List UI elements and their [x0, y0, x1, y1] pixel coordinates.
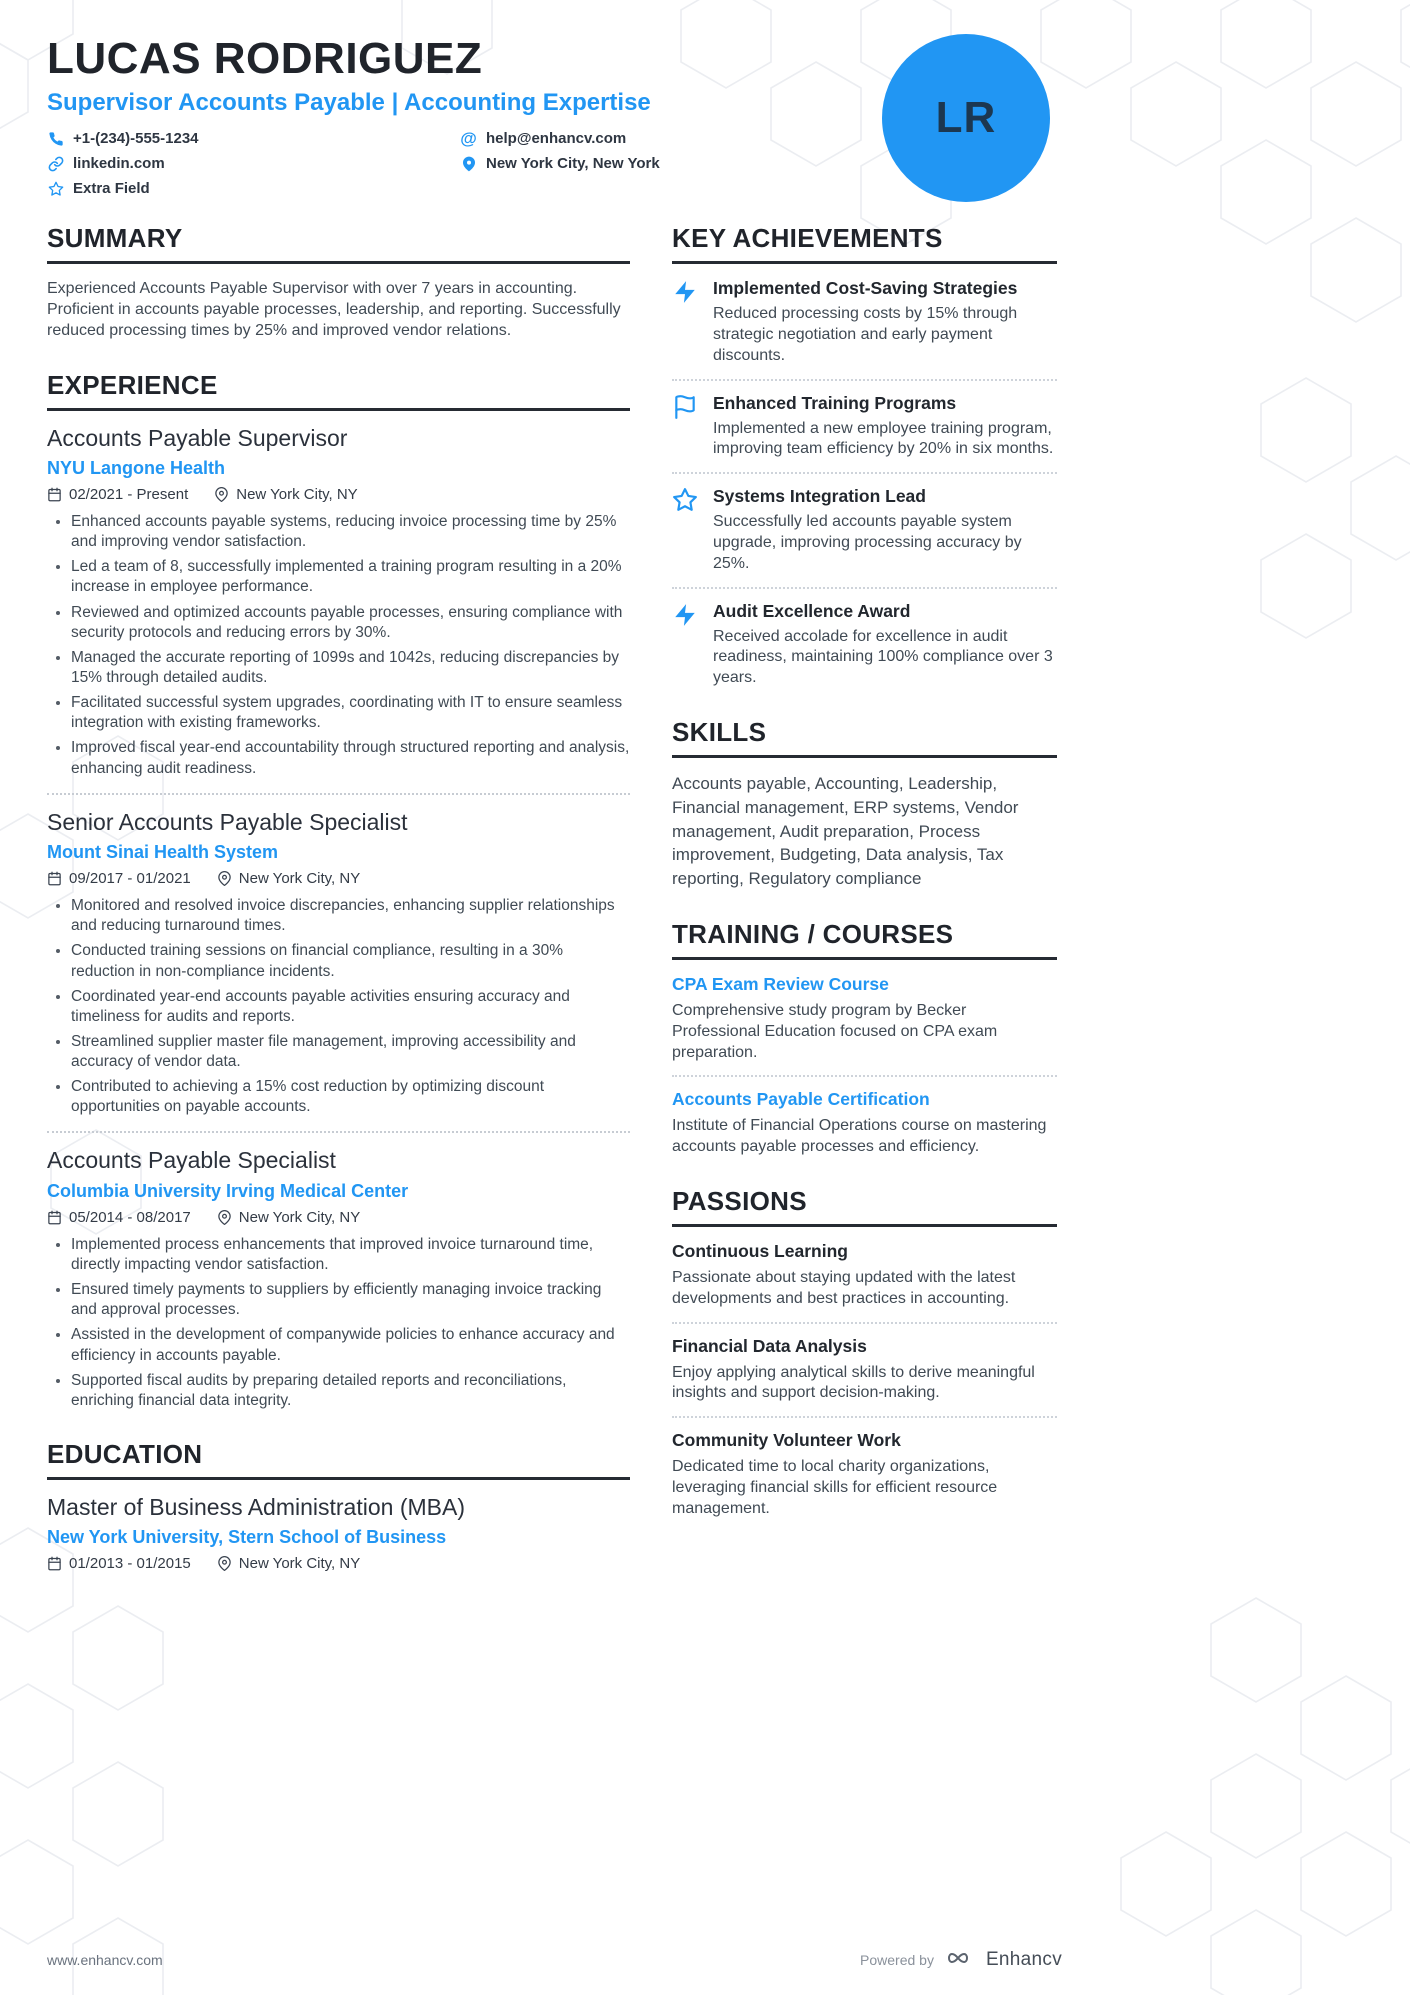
- achievement-title: Systems Integration Lead: [713, 486, 926, 507]
- passion-item: [672, 1336, 1057, 1405]
- calendar-icon: [47, 1210, 62, 1225]
- job-location-text: New York City, NY: [238, 870, 361, 888]
- achievement-text: Implemented a new employee training program, improving team efficiency by 20% in six months.: [713, 419, 1054, 458]
- experience-meta: [47, 486, 630, 503]
- achievement-item: [672, 278, 1057, 366]
- degree-title: Master of Business Administration (MBA): [47, 1494, 465, 1521]
- calendar-icon: [47, 871, 62, 886]
- course-title: Accounts Payable Certification: [672, 1089, 930, 1110]
- candidate-name: LUCAS RODRIGUEZ: [47, 34, 483, 83]
- job-bullet: • Managed the accurate reporting of 1099s and 1042s, reducing discrepancies by 15% through detailed audits.: [71, 648, 630, 688]
- location-icon: [217, 871, 232, 886]
- passions-section: [672, 1186, 1057, 1520]
- passion-text: Enjoy applying analytical skills to derive meaningful insights and support decision-making.: [672, 1363, 1035, 1402]
- powered-by: [860, 1946, 1062, 1973]
- job-bullet: • Streamlined supplier master file management, improving accessibility and accuracy of vendor data.: [71, 1032, 630, 1072]
- school-name: New York University, Stern School of Business: [47, 1527, 447, 1548]
- location-icon: [217, 1556, 232, 1571]
- date-range-text: 05/2014 - 08/2017: [69, 1208, 191, 1226]
- job-bullet: • Assisted in the development of companywide policies to enhance accuracy and efficiency in accounts payable.: [71, 1325, 630, 1365]
- job-bullets: [47, 1235, 630, 1411]
- achievement-item: [672, 601, 1057, 689]
- job-bullet: • Implemented process enhancements that improved invoice turnaround time, directly impacting vendor satisfaction.: [71, 1235, 630, 1275]
- achievement-title: Implemented Cost-Saving Strategies: [713, 278, 1018, 299]
- contact-phone: [47, 130, 460, 147]
- location-icon: [214, 487, 229, 502]
- contact-location-text: New York City, New York: [486, 155, 660, 173]
- experience-meta: [47, 870, 630, 887]
- job-bullet: • Facilitated successful system upgrades, coordinating with IT to ensure seamless integration with existing frameworks.: [71, 693, 630, 733]
- separator: [672, 1416, 1057, 1418]
- star-icon: [47, 180, 64, 197]
- date-range: [47, 486, 188, 503]
- course-item: [672, 1089, 1057, 1158]
- section-heading-passions: PASSIONS: [672, 1186, 1057, 1227]
- avatar-initials: LR: [935, 93, 997, 142]
- date-range: [47, 1555, 191, 1572]
- date-range-text: 02/2021 - Present: [69, 485, 189, 503]
- job-location-text: New York City, NY: [236, 485, 358, 503]
- key-achievements-section: [672, 223, 1057, 689]
- summary-section: [47, 223, 630, 341]
- contact-linkedin[interactable]: [47, 155, 460, 172]
- job-bullet: • Contributed to achieving a 15% cost reduction by optimizing discount opportunities on payable accounts.: [71, 1077, 630, 1117]
- section-heading-skills: SKILLS: [672, 717, 1057, 758]
- company-name: NYU Langone Health: [47, 457, 226, 478]
- summary-text: Experienced Accounts Payable Supervisor with over 7 years in accounting. Proficient in accounts payable processes, leadership, and reporting. Successfully reduced processing times by 25% and improved vendor relations.: [47, 280, 621, 340]
- job-bullet: • Led a team of 8, successfully implemented a training program resulting in a 20% increase in employee performance.: [71, 557, 630, 597]
- experience-meta: [47, 1209, 630, 1226]
- separator: [672, 1075, 1057, 1077]
- page-footer: [47, 1946, 1062, 1973]
- enhancv-logo-icon: [944, 1946, 976, 1973]
- achievement-item: [672, 486, 1057, 574]
- powered-by-label: Powered by: [860, 1951, 934, 1968]
- star-icon: [672, 486, 700, 574]
- education-section: [47, 1439, 630, 1572]
- flag-icon: [672, 393, 700, 461]
- job-bullet: • Ensured timely payments to suppliers by efficiently managing invoice tracking and approval processes.: [71, 1280, 630, 1320]
- separator: [47, 793, 630, 795]
- job-bullet: • Supported fiscal audits by preparing detailed reports and reconciliations, enriching financial data integrity.: [71, 1371, 630, 1411]
- skills-text: Accounts payable, Accounting, Leadership, Financial management, ERP systems, Vendor management, Audit preparation, Process improvement, Budgeting, Data analysis, Tax reporting, Regulatory compliance: [672, 773, 1019, 889]
- contact-list: [47, 130, 907, 197]
- passion-item: [672, 1430, 1057, 1519]
- location-icon: [460, 155, 477, 172]
- education-location: [217, 1555, 360, 1572]
- achievement-text: Reduced processing costs by 15% through strategic negotiation and early payment discounts.: [713, 305, 1018, 364]
- resume-header: [47, 36, 1410, 197]
- bolt-icon: [672, 278, 700, 366]
- contact-location: [460, 155, 907, 172]
- right-column: [672, 223, 1057, 1572]
- experience-job-title: Accounts Payable Specialist: [47, 1147, 336, 1174]
- course-text: Institute of Financial Operations course on mastering accounts payable processes and efficiency.: [672, 1117, 1047, 1156]
- bolt-icon: [672, 601, 700, 689]
- company-name: Mount Sinai Health System: [47, 842, 279, 863]
- passion-text: Passionate about staying updated with the latest developments and best practices in accounting.: [672, 1268, 1016, 1307]
- section-heading-summary: SUMMARY: [47, 223, 630, 264]
- section-heading-key-achievements: KEY ACHIEVEMENTS: [672, 223, 1057, 264]
- job-bullet: • Coordinated year-end accounts payable activities ensuring accuracy and timeliness for audits and reports.: [71, 987, 630, 1027]
- section-heading-education: EDUCATION: [47, 1439, 630, 1480]
- separator: [672, 587, 1057, 589]
- date-range: [47, 1209, 191, 1226]
- job-bullets: [47, 512, 630, 779]
- location-icon: [217, 1210, 232, 1225]
- training-section: [672, 919, 1057, 1158]
- course-title: CPA Exam Review Course: [672, 973, 889, 994]
- date-range-text: 01/2013 - 01/2015: [69, 1555, 191, 1573]
- link-icon: [47, 155, 64, 172]
- enhancv-brand[interactable]: Enhancv: [985, 1948, 1062, 1970]
- contact-phone-text: +1-(234)-555-1234: [73, 130, 199, 148]
- calendar-icon: [47, 1556, 62, 1571]
- job-location: [217, 870, 360, 887]
- experience-entry: [47, 425, 630, 779]
- achievement-item: [672, 393, 1057, 461]
- passion-title: Continuous Learning: [672, 1240, 848, 1261]
- passion-text: Dedicated time to local charity organizations, leveraging financial skills for efficient resource management.: [672, 1458, 998, 1517]
- passion-title: Community Volunteer Work: [672, 1430, 901, 1451]
- experience-entry: [47, 1147, 630, 1411]
- course-item: [672, 974, 1057, 1063]
- passion-item: [672, 1241, 1057, 1310]
- education-meta: [47, 1555, 630, 1572]
- contact-extra-field: [47, 180, 460, 197]
- section-heading-experience: EXPERIENCE: [47, 370, 630, 411]
- experience-job-title: Senior Accounts Payable Specialist: [47, 808, 408, 835]
- experience-entry: [47, 809, 630, 1118]
- achievement-title: Audit Excellence Award: [713, 600, 911, 621]
- phone-icon: [47, 130, 64, 147]
- site-url[interactable]: www.enhancv.com: [47, 1951, 163, 1968]
- job-location-text: New York City, NY: [238, 1208, 361, 1226]
- job-bullet: • Enhanced accounts payable systems, reducing invoice processing time by 25% and improving vendor satisfaction.: [71, 512, 630, 552]
- contact-email-text: help@enhancv.com: [486, 130, 627, 148]
- course-text: Comprehensive study program by Becker Professional Education focused on CPA exam preparation.: [672, 1001, 998, 1061]
- job-bullet: • Improved fiscal year-end accountability through structured reporting and analysis, enhancing audit readiness.: [71, 738, 630, 778]
- calendar-icon: [47, 487, 62, 502]
- contact-email[interactable]: [460, 130, 907, 147]
- job-bullet: • Conducted training sessions on financial compliance, resulting in a 30% reduction in non-compliance incidents.: [71, 941, 630, 981]
- achievement-title: Enhanced Training Programs: [713, 392, 957, 413]
- education-location-text: New York City, NY: [238, 1555, 361, 1573]
- job-bullets: [47, 896, 630, 1117]
- date-range-text: 09/2017 - 01/2021: [69, 870, 191, 888]
- achievement-text: Successfully led accounts payable system upgrade, improving processing accuracy by 25%.: [713, 513, 1022, 572]
- company-name: Columbia University Irving Medical Center: [47, 1180, 409, 1201]
- experience-section: [47, 370, 630, 1412]
- job-location: [214, 486, 357, 503]
- passion-title: Financial Data Analysis: [672, 1335, 867, 1356]
- experience-job-title: Accounts Payable Supervisor: [47, 424, 348, 451]
- separator: [672, 379, 1057, 381]
- avatar: [882, 34, 1050, 202]
- separator: [47, 1131, 630, 1133]
- candidate-headline: Supervisor Accounts Payable | Accounting Expertise: [47, 89, 651, 117]
- skills-section: [672, 717, 1057, 891]
- separator: [672, 1322, 1057, 1324]
- job-bullet: • Monitored and resolved invoice discrepancies, enhancing supplier relationships and reducing turnaround times.: [71, 896, 630, 936]
- resume-columns: [47, 223, 1410, 1572]
- job-bullet: • Reviewed and optimized accounts payable processes, ensuring compliance with security protocols and reducing errors by 30%.: [71, 603, 630, 643]
- left-column: [47, 223, 630, 1572]
- contact-extra-text: Extra Field: [73, 180, 150, 198]
- contact-linkedin-text: linkedin.com: [73, 155, 165, 173]
- date-range: [47, 870, 191, 887]
- achievement-text: Received accolade for excellence in audit readiness, maintaining 100% compliance over 3 years.: [713, 627, 1053, 687]
- job-location: [217, 1209, 360, 1226]
- separator: [672, 472, 1057, 474]
- section-heading-training: TRAINING / COURSES: [672, 919, 1057, 960]
- email-icon: @: [460, 129, 477, 149]
